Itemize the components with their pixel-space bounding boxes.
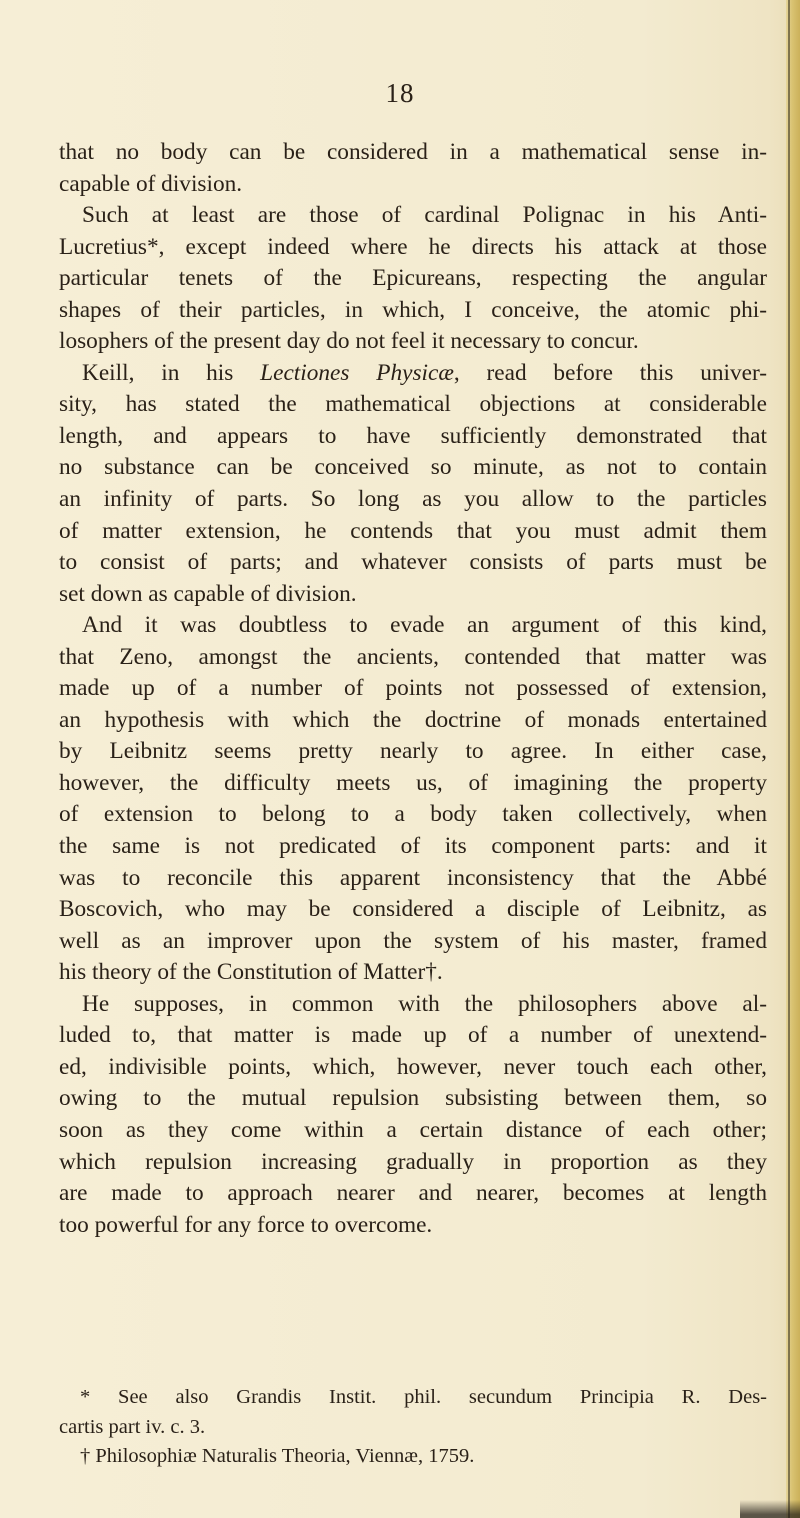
italic-title: Lectiones Physicæ	[260, 359, 454, 386]
page-number: 18	[385, 78, 415, 108]
text-line: shapes of their particles, in which, I conceive, the atomic phi-	[59, 296, 767, 323]
text-line: Keill, in his Lectiones Physicæ, read before this univer-	[82, 359, 767, 386]
text-line: no substance can be conceived so minute, as not to contain	[59, 454, 767, 481]
text-line: length, and appears to have sufficiently demonstrated that	[59, 422, 767, 449]
text-line: losophers of the present day do not feel it necessary to concur.	[59, 328, 639, 355]
text-line: luded to, that matter is made up of a number of unextend-	[59, 1022, 767, 1049]
text-line: well as an improver upon the system of his master, framed	[59, 927, 767, 954]
footnote-line: * See also Grandis Instit. phil. secundum Principia R. Des-	[80, 1386, 767, 1408]
text-line: an infinity of parts. So long as you allow to the particles	[59, 486, 767, 513]
text-line: are made to approach nearer and nearer, becomes at length	[59, 1180, 767, 1207]
text-line: Lucretius*, except indeed where he directs his attack at those	[59, 233, 767, 260]
binding-line	[788, 0, 790, 1518]
text-line: He supposes, in common with the philosophers above al-	[82, 990, 767, 1017]
text-line: sity, has stated the mathematical objections at considerable	[59, 391, 767, 418]
text-line: of matter extension, he contends that you must admit them	[59, 517, 767, 544]
text-line: ed, indivisible points, which, however, never touch each other,	[59, 1053, 767, 1080]
text-line: to consist of parts; and whatever consists of parts must be	[59, 549, 767, 576]
text-line: his theory of the Constitution of Matter†.	[59, 959, 443, 986]
text-line: made up of a number of points not possessed of extension,	[59, 675, 767, 702]
text-line: particular tenets of the Epicureans, respecting the angular	[59, 265, 767, 292]
text-line: And it was doubtless to evade an argument of this kind,	[82, 612, 767, 639]
text-line: by Leibnitz seems pretty nearly to agree. In either case,	[59, 738, 767, 765]
page-corner-shadow	[740, 1500, 800, 1518]
text-line: however, the difficulty meets us, of imagining the property	[59, 769, 767, 796]
text-line: was to reconcile this apparent inconsistency that the Abbé	[59, 864, 767, 891]
text-line: capable of division.	[59, 170, 243, 197]
footnote-line: † Philosophiæ Naturalis Theoria, Viennæ, 1759.	[80, 1445, 475, 1467]
body-text	[59, 137, 767, 1241]
text-line: that Zeno, amongst the ancients, contended that matter was	[59, 643, 767, 670]
text-line: Such at least are those of cardinal Polignac in his Anti-	[82, 202, 767, 229]
text-line: of extension to belong to a body taken collectively, when	[59, 801, 767, 828]
footnote-line: cartis part iv. c. 3.	[59, 1415, 206, 1438]
text-line: too powerful for any force to overcome.	[59, 1211, 433, 1238]
text-line: an hypothesis with which the doctrine of monads entertained	[59, 706, 767, 733]
text-line: soon as they come within a certain distance of each other;	[59, 1116, 767, 1143]
text-line: which repulsion increasing gradually in proportion as they	[59, 1148, 767, 1175]
text-line: the same is not predicated of its component parts: and it	[59, 833, 767, 860]
text-line: owing to the mutual repulsion subsisting between them, so	[59, 1085, 767, 1112]
footnotes	[59, 1383, 767, 1472]
text-line: Boscovich, who may be considered a disciple of Leibnitz, as	[59, 896, 767, 923]
text-line: set down as capable of division.	[59, 580, 357, 607]
text-line: that no body can be considered in a mathematical sense in-	[59, 139, 767, 165]
